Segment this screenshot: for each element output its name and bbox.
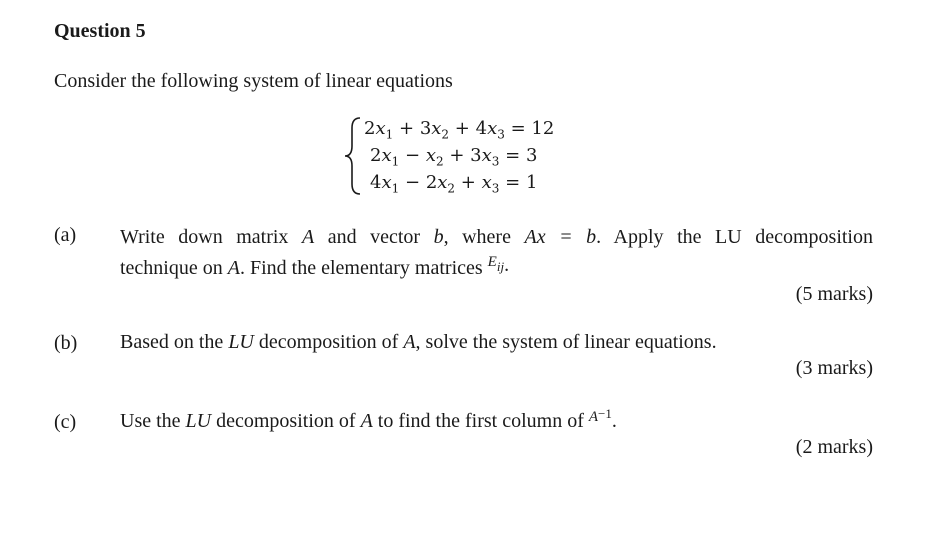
equation-3: $4x_1 - 2x_2 + x_3 = 1$ [370,172,538,196]
part-b-marks: (3 marks) [795,357,873,379]
part-c-text: Use the LU decomposition of A to find the first column of $^{A-1}$. [120,406,617,432]
part-b-text: Based on the LU decomposition of A, solve the system of linear equations. [120,331,717,353]
left-brace-icon [340,114,364,198]
part-a-line-2: technique on A. Find the elementary matrices $^E$ij. [120,254,510,279]
part-c-marks: (2 marks) [795,436,873,458]
intro-text: Consider the following system of linear equations [54,70,453,92]
equation-system [340,114,600,198]
question-title: Question 5 [54,20,146,42]
equation-1: $2x_1 + 3x_2 + 4x_3 = 12$ [364,118,555,142]
part-c-label: (c) [54,411,77,433]
part-a-label: (a) [54,224,77,246]
part-a-line-1: Write down matrix A and vector b, where Ax = b. Apply the LU decomposition [120,226,873,248]
part-b-label: (b) [54,332,78,354]
part-a-marks: (5 marks) [795,283,873,305]
equation-2: $2x_1 - x_2 + 3x_3 = 3$ [370,145,538,169]
